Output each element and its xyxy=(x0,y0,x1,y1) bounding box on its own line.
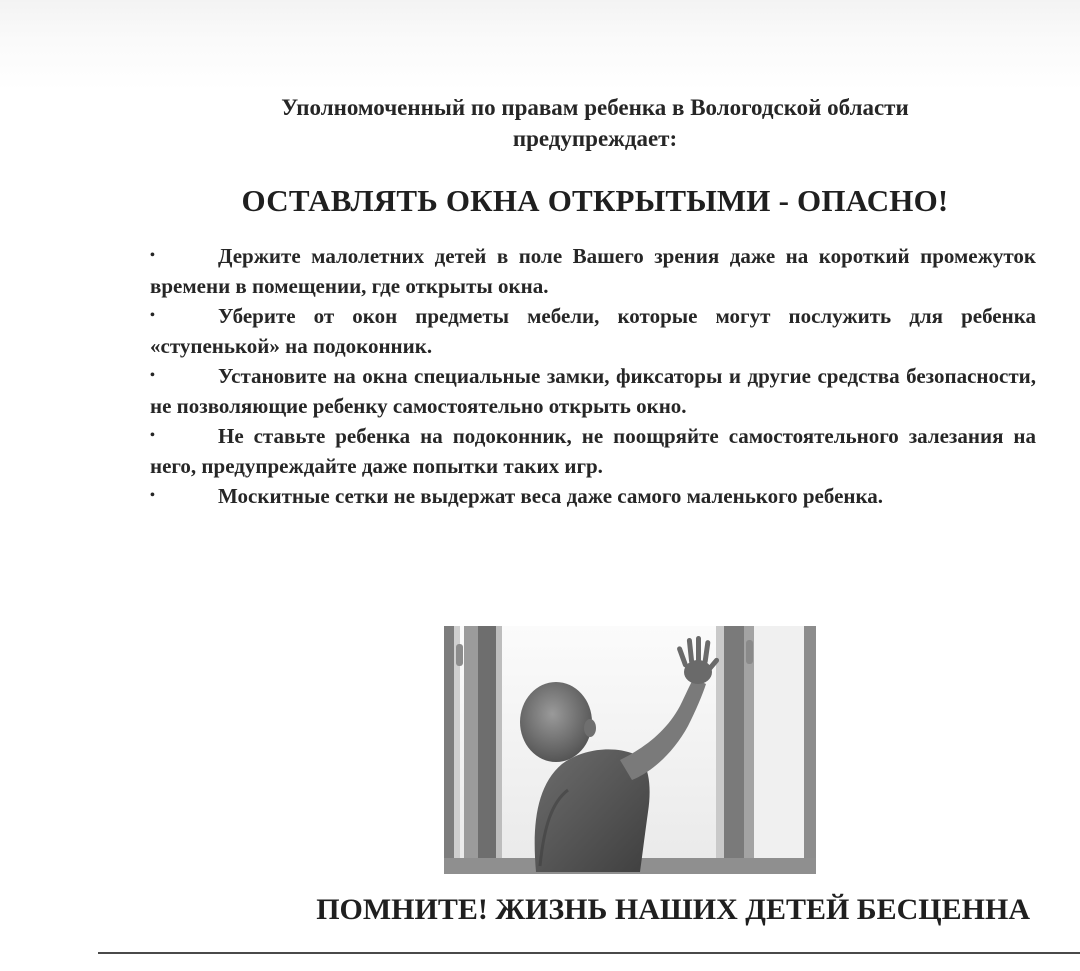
safety-tips-list xyxy=(150,241,1036,511)
tip-text: Москитные сетки не выдержат веса даже самого маленького ребенка. xyxy=(218,484,884,508)
left-window-frame xyxy=(444,626,502,874)
bullet-icon: • xyxy=(150,308,155,323)
right-window-frame xyxy=(716,626,816,874)
bullet-icon: • xyxy=(150,248,155,263)
child-head xyxy=(520,682,592,762)
tip-item xyxy=(150,481,1036,511)
tip-text: Не ставьте ребенка на подоконник, не поощряйте самостоятельного залезания на него, предупреждайте даже попытки таких игр. xyxy=(150,424,1036,478)
bullet-icon: • xyxy=(150,368,155,383)
tip-text: Держите малолетних детей в поле Вашего зрения даже на короткий промежуток времени в помещении, где открыты окна. xyxy=(150,244,1036,298)
issuer-line: Уполномоченный по правам ребенка в Вологодской области xyxy=(281,95,909,120)
issuer-subline: предупреждает: xyxy=(512,126,678,151)
issuer-header xyxy=(150,92,1040,154)
tip-item xyxy=(150,301,1036,361)
bullet-icon: • xyxy=(150,428,155,443)
child-ear xyxy=(584,719,596,737)
warning-headline: ОСТАВЛЯТЬ ОКНА ОТКРЫТЫМИ - ОПАСНО! xyxy=(241,183,949,218)
tip-text: Уберите от окон предметы мебели, которые могут послужить для ребенка «ступенькой» на подоконник. xyxy=(150,304,1036,358)
bottom-divider xyxy=(98,952,1080,954)
tip-item xyxy=(150,361,1036,421)
tip-text: Установите на окна специальные замки, фиксаторы и другие средства безопасности, не позволяющие ребенку самостоятельно открыть окно. xyxy=(150,364,1036,418)
tip-item xyxy=(150,421,1036,481)
child-at-window-photo xyxy=(444,626,816,874)
closing-slogan: ПОМНИТЕ! ЖИЗНЬ НАШИХ ДЕТЕЙ БЕСЦЕННА xyxy=(316,893,1030,926)
tip-item xyxy=(150,241,1036,301)
bullet-icon: • xyxy=(150,488,155,503)
